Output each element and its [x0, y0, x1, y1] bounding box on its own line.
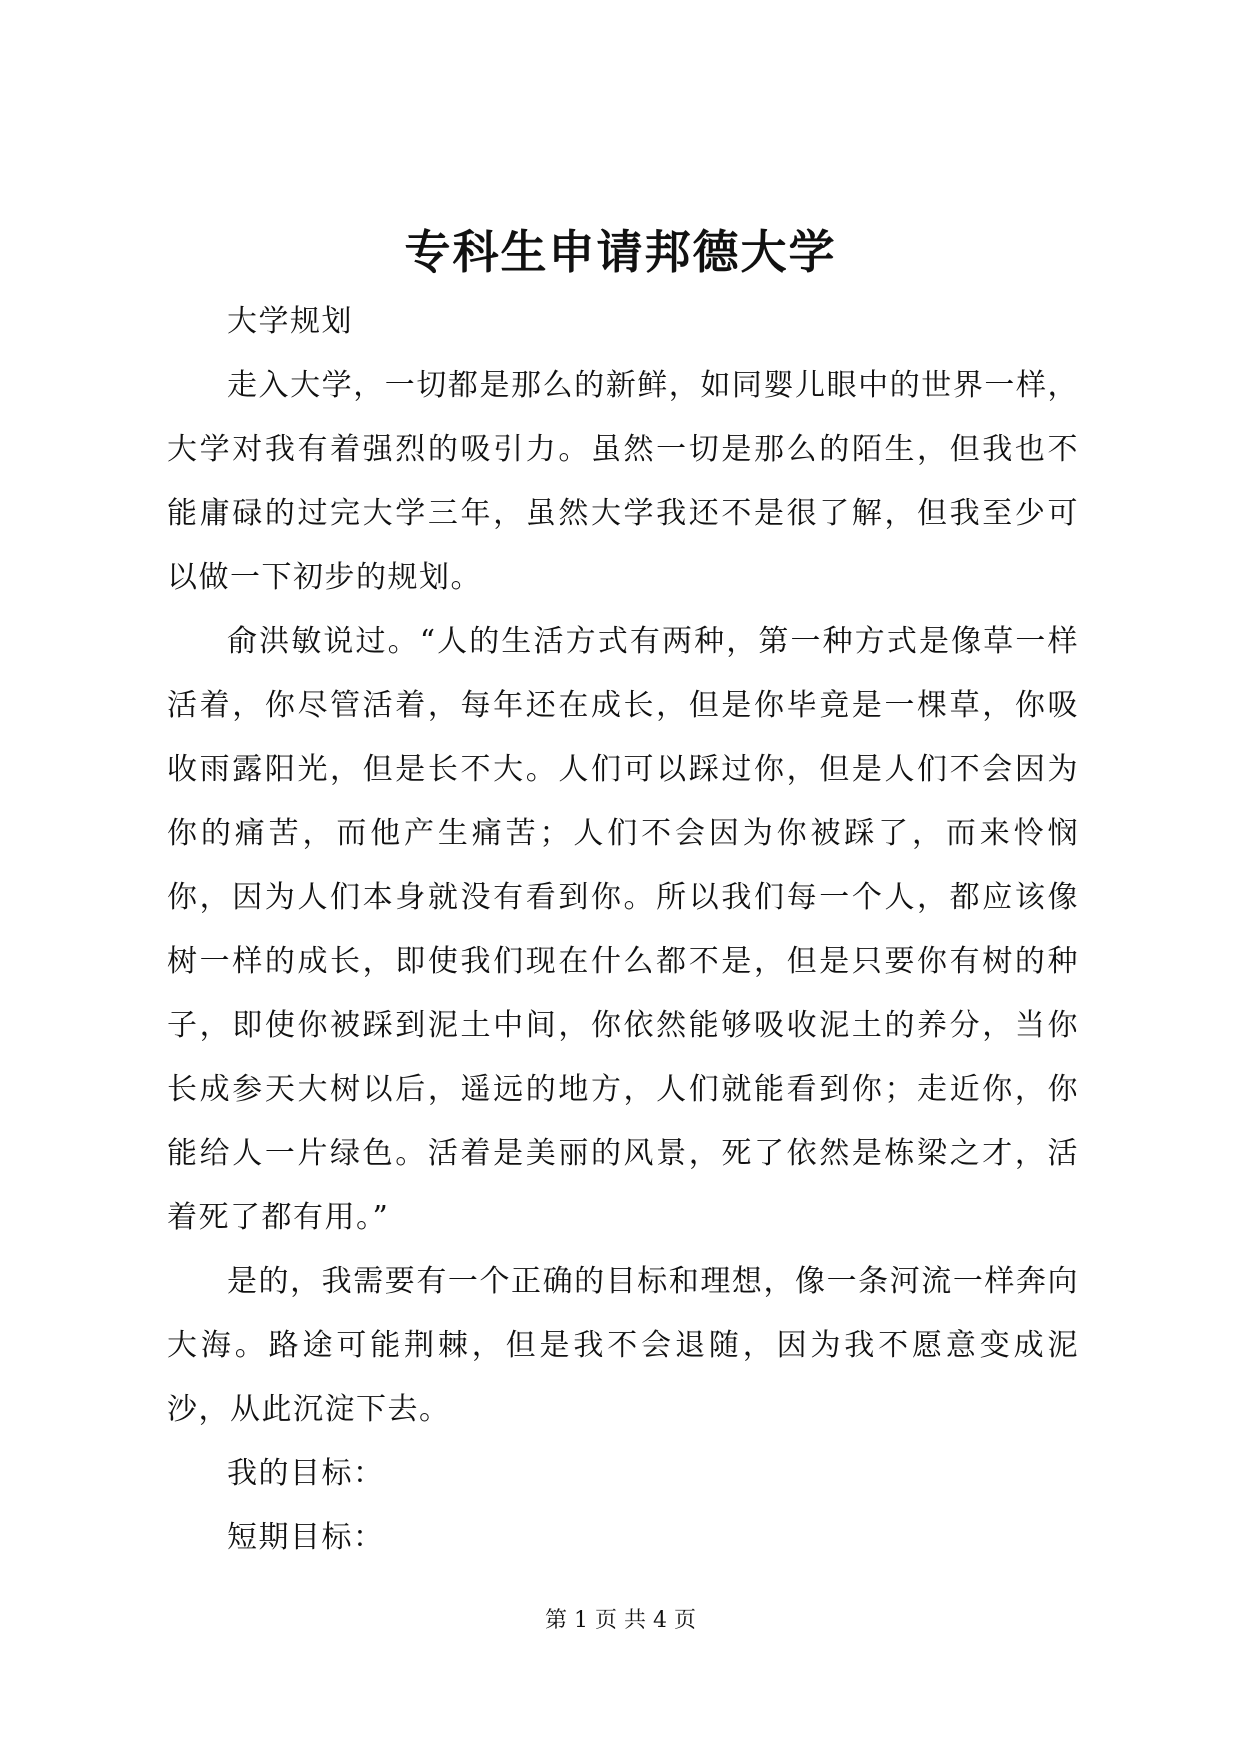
document-title: 专科生申请邦德大学	[404, 225, 837, 279]
paragraph: 是的，我需要有一个正确的目标和理想，像一条河流一样奔向大海。路途可能荆棘，但是我不会退随，因为我不愿意变成泥沙，从此沉淀下去。	[167, 1264, 1079, 1427]
page-footer: 第 1 页 共 4 页	[545, 1608, 696, 1633]
paragraph: 俞洪敏说过。“人的生活方式有两种，第一种方式是像草一样活着，你尽管活着，每年还在成长，但是你毕竟是一棵草，你吸收雨露阳光，但是长不大。人们可以踩过你，但是人们不会因为你的痛苦，而他产生痛苦；人们不会因为你被踩了，而来怜悯你，因为人们本身就没有看到你。所以我们每一个人，都应该像树一样的成长，即使我们现在什么都不是，但是只要你有树的种子，即使你被踩到泥土中间，你依然能够吸收泥土的养分，当你长成参天大树以后，遥远的地方，人们就能看到你；走近你，你能给人一片绿色。活着是美丽的风景，死了依然是栋梁之才，活着死了都有用。”	[167, 624, 1079, 1235]
paragraph: 我的目标：	[227, 1456, 385, 1491]
document-body	[167, 290, 1079, 1570]
paragraph: 短期目标：	[227, 1520, 385, 1555]
paragraph: 走入大学，一切都是那么的新鲜，如同婴儿眼中的世界一样，大学对我有着强烈的吸引力。虽然一切是那么的陌生，但我也不能庸碌的过完大学三年，虽然大学我还不是很了解，但我至少可以做一下初步的规划。	[167, 368, 1079, 595]
paragraph-heading: 大学规划	[227, 304, 353, 339]
